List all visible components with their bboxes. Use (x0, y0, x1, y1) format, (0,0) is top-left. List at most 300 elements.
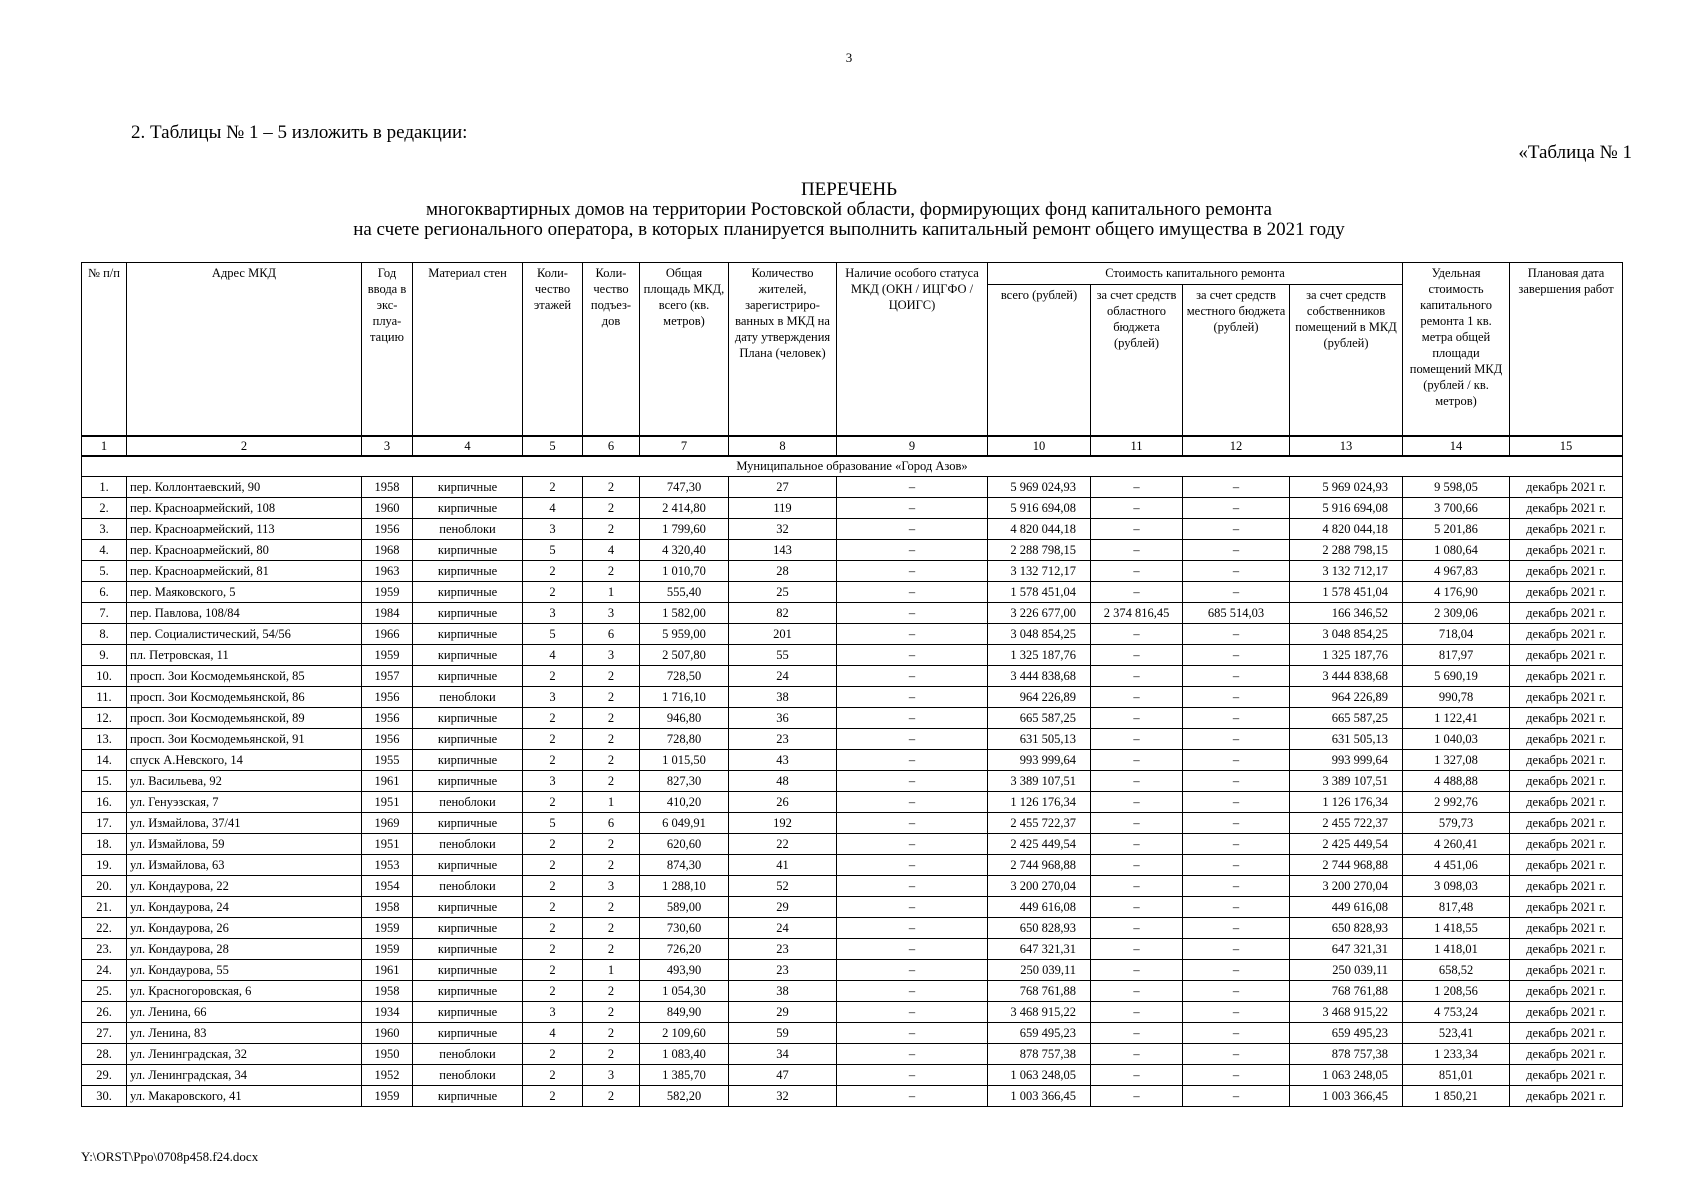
cell-completion-date: декабрь 2021 г. (1510, 981, 1623, 1002)
cell-cost-owners: 3 389 107,51 (1290, 771, 1403, 792)
cell-address: ул. Кондаурова, 28 (127, 939, 362, 960)
cell-entrances: 2 (583, 939, 640, 960)
cell-specific-cost: 1 327,08 (1403, 750, 1510, 771)
header-floors: Коли-чество этажей (523, 263, 583, 437)
table-row (82, 1044, 1623, 1065)
cell-address: спуск А.Невского, 14 (127, 750, 362, 771)
cell-cost-regional: – (1091, 1023, 1183, 1044)
cell-cost-regional: – (1091, 939, 1183, 960)
cell-cost-local: – (1183, 876, 1290, 897)
cell-wall-material: кирпичные (413, 1086, 523, 1107)
cell-residents: 41 (729, 855, 837, 876)
cell-cost-regional: – (1091, 729, 1183, 750)
cell-wall-material: кирпичные (413, 918, 523, 939)
cell-cost-total: 659 495,23 (988, 1023, 1091, 1044)
table-row (82, 603, 1623, 624)
cell-residents: 43 (729, 750, 837, 771)
cell-special-status: – (837, 981, 988, 1002)
cell-row-num: 21. (82, 897, 127, 918)
column-number: 12 (1183, 436, 1290, 456)
cell-year: 1952 (362, 1065, 413, 1086)
cell-cost-total: 2 425 449,54 (988, 834, 1091, 855)
cell-floors: 2 (523, 981, 583, 1002)
cell-wall-material: кирпичные (413, 855, 523, 876)
cell-specific-cost: 4 176,90 (1403, 582, 1510, 603)
cell-cost-local: – (1183, 1044, 1290, 1065)
cell-year: 1968 (362, 540, 413, 561)
cell-special-status: – (837, 855, 988, 876)
cell-total-area: 2 414,80 (640, 498, 729, 519)
cell-specific-cost: 658,52 (1403, 960, 1510, 981)
header-address: Адрес МКД (127, 263, 362, 437)
cell-year: 1951 (362, 834, 413, 855)
cell-cost-local: – (1183, 813, 1290, 834)
cell-cost-total: 993 999,64 (988, 750, 1091, 771)
cell-specific-cost: 9 598,05 (1403, 477, 1510, 498)
cell-row-num: 27. (82, 1023, 127, 1044)
cell-total-area: 874,30 (640, 855, 729, 876)
cell-completion-date: декабрь 2021 г. (1510, 708, 1623, 729)
cell-address: просп. Зои Космодемьянской, 91 (127, 729, 362, 750)
cell-completion-date: декабрь 2021 г. (1510, 939, 1623, 960)
cell-completion-date: декабрь 2021 г. (1510, 582, 1623, 603)
cell-address: пер. Маяковского, 5 (127, 582, 362, 603)
cell-cost-owners: 3 048 854,25 (1290, 624, 1403, 645)
cell-special-status: – (837, 1065, 988, 1086)
cell-special-status: – (837, 666, 988, 687)
cell-cost-regional: – (1091, 708, 1183, 729)
cell-special-status: – (837, 603, 988, 624)
cell-floors: 4 (523, 645, 583, 666)
cell-wall-material: кирпичные (413, 897, 523, 918)
cell-special-status: – (837, 1023, 988, 1044)
cell-cost-total: 1 003 366,45 (988, 1086, 1091, 1107)
cell-address: ул. Кондаурова, 24 (127, 897, 362, 918)
cell-cost-local: 685 514,03 (1183, 603, 1290, 624)
table-row (82, 666, 1623, 687)
cell-wall-material: кирпичные (413, 498, 523, 519)
cell-floors: 3 (523, 771, 583, 792)
column-number: 14 (1403, 436, 1510, 456)
cell-entrances: 2 (583, 687, 640, 708)
table-label: «Таблица № 1 (1518, 142, 1632, 163)
table-row (82, 960, 1623, 981)
cell-special-status: – (837, 729, 988, 750)
table-row (82, 645, 1623, 666)
cell-cost-owners: 3 132 712,17 (1290, 561, 1403, 582)
cell-special-status: – (837, 624, 988, 645)
cell-cost-regional: – (1091, 666, 1183, 687)
cell-cost-owners: 964 226,89 (1290, 687, 1403, 708)
cell-entrances: 2 (583, 750, 640, 771)
cell-year: 1961 (362, 960, 413, 981)
cell-address: ул. Измайлова, 59 (127, 834, 362, 855)
cell-entrances: 2 (583, 981, 640, 1002)
cell-completion-date: декабрь 2021 г. (1510, 624, 1623, 645)
cell-row-num: 9. (82, 645, 127, 666)
cell-cost-total: 631 505,13 (988, 729, 1091, 750)
cell-entrances: 2 (583, 1086, 640, 1107)
cell-total-area: 4 320,40 (640, 540, 729, 561)
cell-cost-owners: 3 200 270,04 (1290, 876, 1403, 897)
cell-cost-owners: 659 495,23 (1290, 1023, 1403, 1044)
cell-floors: 2 (523, 1065, 583, 1086)
section-title: Муниципальное образование «Город Азов» (82, 456, 1623, 477)
cell-total-area: 1 799,60 (640, 519, 729, 540)
table-row (82, 792, 1623, 813)
header-residents: Количество жителей, зарегистриро-ванных в МКД на дату утверждения Плана (человек) (729, 263, 837, 437)
cell-special-status: – (837, 540, 988, 561)
cell-address: просп. Зои Космодемьянской, 89 (127, 708, 362, 729)
cell-specific-cost: 1 418,55 (1403, 918, 1510, 939)
cell-row-num: 14. (82, 750, 127, 771)
cell-row-num: 3. (82, 519, 127, 540)
cell-total-area: 730,60 (640, 918, 729, 939)
cell-row-num: 22. (82, 918, 127, 939)
column-number: 11 (1091, 436, 1183, 456)
cell-completion-date: декабрь 2021 г. (1510, 771, 1623, 792)
cell-cost-local: – (1183, 1002, 1290, 1023)
cell-cost-regional: – (1091, 771, 1183, 792)
cell-residents: 32 (729, 519, 837, 540)
table-row (82, 876, 1623, 897)
cell-floors: 3 (523, 519, 583, 540)
cell-entrances: 2 (583, 477, 640, 498)
cell-wall-material: пеноблоки (413, 876, 523, 897)
cell-completion-date: декабрь 2021 г. (1510, 897, 1623, 918)
header-status: Наличие особого статуса МКД (ОКН / ИЦГФО / ЦОИГС) (837, 263, 988, 437)
cell-entrances: 2 (583, 1044, 640, 1065)
cell-floors: 2 (523, 918, 583, 939)
cell-cost-local: – (1183, 729, 1290, 750)
cell-wall-material: пеноблоки (413, 519, 523, 540)
cell-entrances: 4 (583, 540, 640, 561)
table-row (82, 582, 1623, 603)
cell-year: 1953 (362, 855, 413, 876)
cell-year: 1956 (362, 687, 413, 708)
cell-specific-cost: 1 040,03 (1403, 729, 1510, 750)
cell-address: ул. Ленина, 83 (127, 1023, 362, 1044)
cell-completion-date: декабрь 2021 г. (1510, 687, 1623, 708)
cell-cost-owners: 665 587,25 (1290, 708, 1403, 729)
cell-floors: 2 (523, 561, 583, 582)
cell-floors: 2 (523, 1086, 583, 1107)
column-number: 8 (729, 436, 837, 456)
cell-cost-total: 665 587,25 (988, 708, 1091, 729)
cell-cost-owners: 1 578 451,04 (1290, 582, 1403, 603)
cell-cost-local: – (1183, 897, 1290, 918)
table-row (82, 624, 1623, 645)
cell-completion-date: декабрь 2021 г. (1510, 918, 1623, 939)
cell-completion-date: декабрь 2021 г. (1510, 519, 1623, 540)
table-row (82, 834, 1623, 855)
cell-floors: 2 (523, 834, 583, 855)
cell-floors: 3 (523, 687, 583, 708)
header-completion: Плановая дата завершения работ (1510, 263, 1623, 437)
cell-cost-owners: 2 455 722,37 (1290, 813, 1403, 834)
cell-residents: 32 (729, 1086, 837, 1107)
cell-completion-date: декабрь 2021 г. (1510, 855, 1623, 876)
cell-cost-total: 768 761,88 (988, 981, 1091, 1002)
cell-total-area: 1 054,30 (640, 981, 729, 1002)
cell-total-area: 946,80 (640, 708, 729, 729)
header-cost-regional: за счет средств областного бюджета (рублей) (1091, 285, 1183, 437)
cell-completion-date: декабрь 2021 г. (1510, 1023, 1623, 1044)
cell-cost-regional: – (1091, 477, 1183, 498)
cell-cost-total: 1 325 187,76 (988, 645, 1091, 666)
table-row (82, 498, 1623, 519)
cell-cost-regional: – (1091, 897, 1183, 918)
cell-cost-owners: 3 444 838,68 (1290, 666, 1403, 687)
cell-entrances: 2 (583, 918, 640, 939)
cell-total-area: 582,20 (640, 1086, 729, 1107)
cell-specific-cost: 851,01 (1403, 1065, 1510, 1086)
cell-row-num: 24. (82, 960, 127, 981)
cell-specific-cost: 1 850,21 (1403, 1086, 1510, 1107)
cell-wall-material: пеноблоки (413, 1065, 523, 1086)
cell-cost-regional: – (1091, 813, 1183, 834)
cell-floors: 2 (523, 960, 583, 981)
cell-special-status: – (837, 897, 988, 918)
cell-row-num: 11. (82, 687, 127, 708)
cell-wall-material: кирпичные (413, 666, 523, 687)
cell-cost-total: 878 757,38 (988, 1044, 1091, 1065)
cell-cost-local: – (1183, 1023, 1290, 1044)
cell-cost-regional: – (1091, 876, 1183, 897)
cell-floors: 2 (523, 876, 583, 897)
cell-address: пер. Красноармейский, 113 (127, 519, 362, 540)
cell-wall-material: кирпичные (413, 750, 523, 771)
cell-cost-local: – (1183, 771, 1290, 792)
cell-cost-total: 5 969 024,93 (988, 477, 1091, 498)
cell-special-status: – (837, 477, 988, 498)
cell-entrances: 2 (583, 1023, 640, 1044)
table-row (82, 519, 1623, 540)
cell-residents: 59 (729, 1023, 837, 1044)
cell-cost-regional: – (1091, 561, 1183, 582)
cell-wall-material: пеноблоки (413, 792, 523, 813)
cell-total-area: 827,30 (640, 771, 729, 792)
cell-wall-material: пеноблоки (413, 834, 523, 855)
cell-address: ул. Кондаурова, 22 (127, 876, 362, 897)
cell-completion-date: декабрь 2021 г. (1510, 792, 1623, 813)
cell-cost-regional: – (1091, 918, 1183, 939)
cell-cost-local: – (1183, 645, 1290, 666)
cell-specific-cost: 4 967,83 (1403, 561, 1510, 582)
cell-total-area: 1 015,50 (640, 750, 729, 771)
cell-cost-owners: 1 003 366,45 (1290, 1086, 1403, 1107)
cell-entrances: 2 (583, 708, 640, 729)
cell-cost-local: – (1183, 708, 1290, 729)
document-title (0, 180, 1698, 240)
column-number: 4 (413, 436, 523, 456)
cell-cost-local: – (1183, 918, 1290, 939)
cell-address: ул. Кондаурова, 26 (127, 918, 362, 939)
cell-specific-cost: 4 451,06 (1403, 855, 1510, 876)
cell-floors: 2 (523, 939, 583, 960)
cell-cost-total: 449 616,08 (988, 897, 1091, 918)
cell-total-area: 1 288,10 (640, 876, 729, 897)
cell-wall-material: кирпичные (413, 645, 523, 666)
table-row (82, 771, 1623, 792)
cell-wall-material: кирпичные (413, 813, 523, 834)
cell-cost-regional: – (1091, 834, 1183, 855)
table-row (82, 1002, 1623, 1023)
cell-year: 1951 (362, 792, 413, 813)
cell-completion-date: декабрь 2021 г. (1510, 813, 1623, 834)
cell-row-num: 2. (82, 498, 127, 519)
cell-year: 1958 (362, 477, 413, 498)
cell-cost-owners: 1 126 176,34 (1290, 792, 1403, 813)
cell-year: 1959 (362, 645, 413, 666)
cell-special-status: – (837, 1002, 988, 1023)
cell-residents: 48 (729, 771, 837, 792)
cell-cost-owners: 4 820 044,18 (1290, 519, 1403, 540)
title-line-3: на счете регионального оператора, в которых планируется выполнить капитальный ремонт общего имущества в 2021 году (353, 219, 1345, 240)
column-number: 15 (1510, 436, 1623, 456)
cell-year: 1959 (362, 1086, 413, 1107)
cell-wall-material: кирпичные (413, 624, 523, 645)
cell-specific-cost: 1 418,01 (1403, 939, 1510, 960)
cell-cost-total: 250 039,11 (988, 960, 1091, 981)
title-line-2: многоквартирных домов на территории Ростовской области, формирующих фонд капитального ремонта (426, 199, 1272, 220)
cell-wall-material: кирпичные (413, 708, 523, 729)
cell-year: 1984 (362, 603, 413, 624)
cell-residents: 38 (729, 687, 837, 708)
cell-total-area: 1 582,00 (640, 603, 729, 624)
cell-completion-date: декабрь 2021 г. (1510, 960, 1623, 981)
cell-residents: 26 (729, 792, 837, 813)
cell-special-status: – (837, 687, 988, 708)
cell-specific-cost: 1 122,41 (1403, 708, 1510, 729)
cell-floors: 2 (523, 750, 583, 771)
cell-wall-material: кирпичные (413, 582, 523, 603)
cell-row-num: 26. (82, 1002, 127, 1023)
cell-cost-total: 650 828,93 (988, 918, 1091, 939)
cell-cost-local: – (1183, 582, 1290, 603)
cell-cost-regional: – (1091, 645, 1183, 666)
cell-row-num: 20. (82, 876, 127, 897)
cell-entrances: 2 (583, 897, 640, 918)
cell-row-num: 7. (82, 603, 127, 624)
header-cost-group: Стоимость капитального ремонта (988, 263, 1403, 285)
cell-cost-local: – (1183, 1086, 1290, 1107)
cell-row-num: 25. (82, 981, 127, 1002)
cell-cost-regional: 2 374 816,45 (1091, 603, 1183, 624)
cell-cost-regional: – (1091, 624, 1183, 645)
cell-year: 1956 (362, 708, 413, 729)
cell-entrances: 1 (583, 960, 640, 981)
cell-year: 1959 (362, 582, 413, 603)
cell-row-num: 6. (82, 582, 127, 603)
cell-wall-material: кирпичные (413, 960, 523, 981)
cell-cost-owners: 2 288 798,15 (1290, 540, 1403, 561)
cell-cost-regional: – (1091, 582, 1183, 603)
cell-residents: 27 (729, 477, 837, 498)
table-row (82, 1023, 1623, 1044)
cell-cost-owners: 166 346,52 (1290, 603, 1403, 624)
cell-residents: 23 (729, 939, 837, 960)
cell-specific-cost: 4 260,41 (1403, 834, 1510, 855)
cell-year: 1959 (362, 939, 413, 960)
cell-cost-total: 1 578 451,04 (988, 582, 1091, 603)
cell-special-status: – (837, 582, 988, 603)
cell-residents: 34 (729, 1044, 837, 1065)
cell-special-status: – (837, 645, 988, 666)
cell-wall-material: кирпичные (413, 561, 523, 582)
cell-address: пер. Красноармейский, 81 (127, 561, 362, 582)
cell-floors: 2 (523, 708, 583, 729)
page-number: 3 (845, 50, 853, 65)
cell-year: 1956 (362, 519, 413, 540)
cell-address: пер. Социалистический, 54/56 (127, 624, 362, 645)
cell-address: просп. Зои Космодемьянской, 86 (127, 687, 362, 708)
column-number: 7 (640, 436, 729, 456)
cell-completion-date: декабрь 2021 г. (1510, 834, 1623, 855)
cell-cost-owners: 768 761,88 (1290, 981, 1403, 1002)
cell-row-num: 4. (82, 540, 127, 561)
cell-total-area: 555,40 (640, 582, 729, 603)
cell-special-status: – (837, 561, 988, 582)
cell-special-status: – (837, 1086, 988, 1107)
cell-year: 1956 (362, 729, 413, 750)
table-row (82, 729, 1623, 750)
table-row (82, 540, 1623, 561)
cell-specific-cost: 3 700,66 (1403, 498, 1510, 519)
cell-cost-owners: 5 969 024,93 (1290, 477, 1403, 498)
cell-completion-date: декабрь 2021 г. (1510, 477, 1623, 498)
cell-specific-cost: 1 208,56 (1403, 981, 1510, 1002)
housing-table (81, 262, 1623, 1107)
cell-row-num: 16. (82, 792, 127, 813)
cell-row-num: 1. (82, 477, 127, 498)
cell-year: 1969 (362, 813, 413, 834)
cell-year: 1961 (362, 771, 413, 792)
cell-cost-local: – (1183, 477, 1290, 498)
cell-address: пер. Красноармейский, 80 (127, 540, 362, 561)
cell-specific-cost: 523,41 (1403, 1023, 1510, 1044)
cell-completion-date: декабрь 2021 г. (1510, 561, 1623, 582)
cell-year: 1954 (362, 876, 413, 897)
cell-cost-regional: – (1091, 960, 1183, 981)
cell-special-status: – (837, 750, 988, 771)
cell-cost-local: – (1183, 519, 1290, 540)
cell-residents: 47 (729, 1065, 837, 1086)
cell-row-num: 12. (82, 708, 127, 729)
cell-cost-regional: – (1091, 1044, 1183, 1065)
cell-floors: 2 (523, 477, 583, 498)
cell-completion-date: декабрь 2021 г. (1510, 498, 1623, 519)
cell-cost-local: – (1183, 498, 1290, 519)
cell-total-area: 1 716,10 (640, 687, 729, 708)
cell-cost-local: – (1183, 960, 1290, 981)
cell-floors: 2 (523, 729, 583, 750)
cell-year: 1955 (362, 750, 413, 771)
cell-completion-date: декабрь 2021 г. (1510, 750, 1623, 771)
cell-wall-material: пеноблоки (413, 1044, 523, 1065)
cell-special-status: – (837, 771, 988, 792)
cell-special-status: – (837, 792, 988, 813)
header-num: № п/п (82, 263, 127, 437)
cell-cost-total: 3 200 270,04 (988, 876, 1091, 897)
cell-cost-owners: 5 916 694,08 (1290, 498, 1403, 519)
cell-total-area: 726,20 (640, 939, 729, 960)
cell-cost-regional: – (1091, 1086, 1183, 1107)
table-row (82, 1065, 1623, 1086)
cell-specific-cost: 817,48 (1403, 897, 1510, 918)
cell-cost-total: 5 916 694,08 (988, 498, 1091, 519)
cell-total-area: 493,90 (640, 960, 729, 981)
